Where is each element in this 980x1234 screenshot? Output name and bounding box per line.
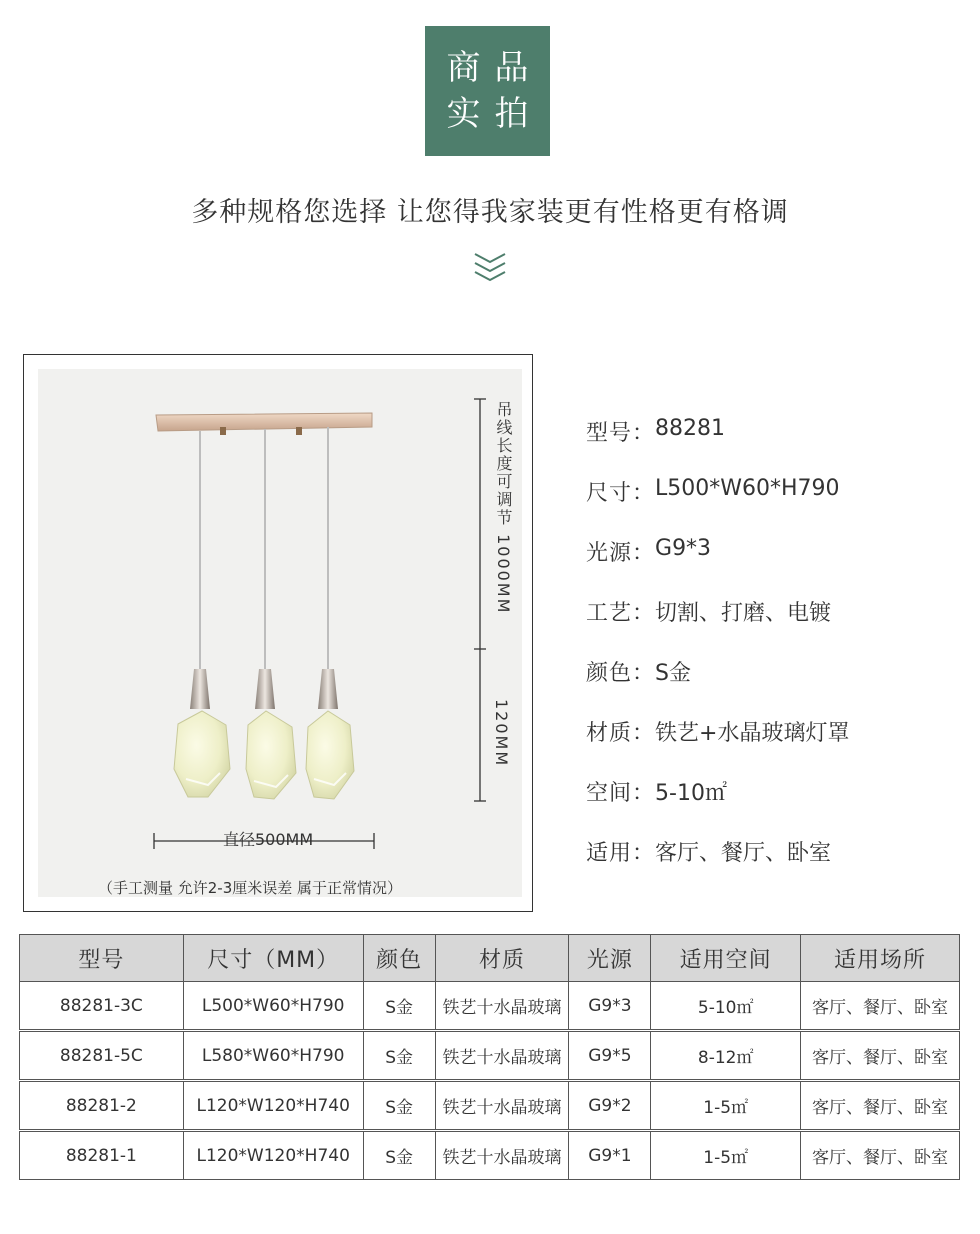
pendant-3	[306, 669, 354, 799]
spec-value: 切割、打磨、电镀	[655, 601, 832, 626]
table-cell: L120*W120*H740	[183, 1131, 363, 1180]
spec-value: L500*W60*H790	[655, 476, 840, 501]
table-cell: S金	[363, 1081, 435, 1131]
spec-label: 型号：	[586, 421, 656, 446]
table-cell: L500*W60*H790	[183, 982, 363, 1031]
table-cell: S金	[363, 1031, 435, 1081]
table-cell: 5-10㎡	[651, 982, 801, 1031]
table-cell: G9*5	[569, 1031, 651, 1081]
column-header: 光源	[569, 935, 651, 982]
spec-value: G9*3	[655, 536, 712, 561]
spec-value: 88281	[655, 416, 726, 441]
spec-label: 尺寸：	[586, 481, 656, 506]
pendant-lamp-illustration	[38, 369, 522, 897]
table-cell: L580*W60*H790	[183, 1031, 363, 1081]
table-cell: 1-5㎡	[651, 1081, 801, 1131]
table-header-row	[20, 935, 960, 982]
table-cell: 铁艺十水晶玻璃	[435, 1031, 569, 1081]
spec-row-color	[586, 656, 849, 716]
table-row	[20, 1131, 960, 1180]
table-cell: 铁艺十水晶玻璃	[435, 982, 569, 1031]
spec-row-usage	[586, 836, 849, 896]
badge-line-1: 商品	[446, 48, 543, 88]
table-cell: 铁艺十水晶玻璃	[435, 1081, 569, 1131]
spec-label: 工艺：	[586, 601, 656, 626]
column-header: 型号	[20, 935, 184, 982]
diameter-label: 直径500MM	[223, 830, 314, 849]
spec-value: 铁艺+水晶玻璃灯罩	[655, 721, 850, 746]
badge-line-2: 实拍	[446, 94, 543, 134]
table-cell: G9*3	[569, 982, 651, 1031]
table-cell: L120*W120*H740	[183, 1081, 363, 1131]
spec-row-light-source	[586, 536, 849, 596]
table-cell: 客厅、餐厅、卧室	[801, 982, 960, 1031]
spec-label: 材质：	[586, 721, 656, 746]
spec-value: 5-10㎡	[655, 781, 727, 806]
spec-list	[586, 416, 849, 896]
section-badge	[425, 26, 550, 156]
table-cell: 铁艺十水晶玻璃	[435, 1131, 569, 1180]
table-cell: 8-12㎡	[651, 1031, 801, 1081]
table-cell: 客厅、餐厅、卧室	[801, 1031, 960, 1081]
table-cell: 88281-1	[20, 1131, 184, 1180]
chevron-down-icon	[472, 250, 508, 284]
spec-label: 光源：	[586, 541, 656, 566]
spec-label: 颜色：	[586, 661, 656, 686]
table-cell: 88281-2	[20, 1081, 184, 1131]
pendant-2	[246, 669, 296, 799]
spec-label: 适用：	[586, 841, 656, 866]
table-cell: 1-5㎡	[651, 1131, 801, 1180]
spec-row-material	[586, 716, 849, 776]
column-header: 材质	[435, 935, 569, 982]
page-subtitle: 多种规格您选择 让您得我家装更有性格更有格调	[191, 197, 789, 228]
table-cell: G9*2	[569, 1081, 651, 1131]
column-header: 颜色	[363, 935, 435, 982]
column-header: 适用场所	[801, 935, 960, 982]
spec-row-space	[586, 776, 849, 836]
table-cell: 客厅、餐厅、卧室	[801, 1081, 960, 1131]
spec-value: S金	[655, 661, 691, 686]
spec-table	[19, 934, 960, 1180]
pendant-1	[174, 669, 230, 797]
product-photo	[38, 369, 522, 897]
spec-row-craft	[586, 596, 849, 656]
spec-value: 客厅、餐厅、卧室	[655, 841, 832, 866]
column-header: 适用空间	[651, 935, 801, 982]
table-row	[20, 1031, 960, 1081]
table-row	[20, 982, 960, 1031]
table-cell: G9*1	[569, 1131, 651, 1180]
table-cell: S金	[363, 1131, 435, 1180]
spec-row-size	[586, 476, 849, 536]
spec-label: 空间：	[586, 781, 656, 806]
shade-height-label: 120MM	[492, 699, 511, 768]
spec-row-model	[586, 416, 849, 476]
table-row	[20, 1081, 960, 1131]
table-cell: 客厅、餐厅、卧室	[801, 1131, 960, 1180]
column-header: 尺寸（MM）	[183, 935, 363, 982]
measurement-note: （手工测量 允许2-3厘米误差 属于正常情况）	[98, 879, 403, 897]
cord-length-label: 吊线长度可调节 1000MM	[494, 401, 513, 615]
table-cell: S金	[363, 982, 435, 1031]
table-cell: 88281-3C	[20, 982, 184, 1031]
table-cell: 88281-5C	[20, 1031, 184, 1081]
product-photo-frame	[23, 354, 533, 912]
